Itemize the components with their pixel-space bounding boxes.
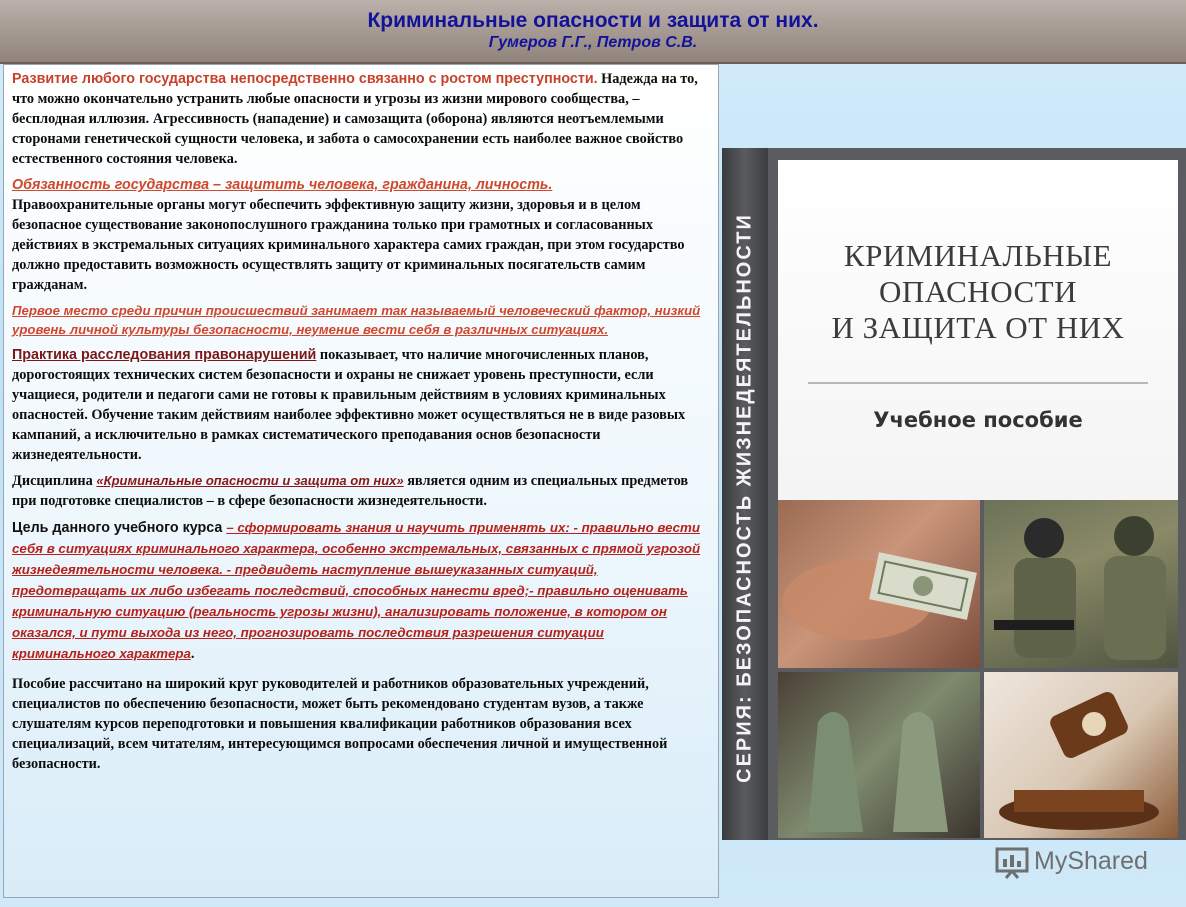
money-hand-photo — [778, 500, 980, 668]
special-forces-photo — [984, 500, 1178, 668]
myshared-logo-icon — [994, 843, 1030, 879]
dirty-hands-photo — [778, 672, 980, 838]
paragraph-5-lead: Дисциплина — [12, 473, 97, 489]
paragraph-3: Первое место среди причин происшествий занимает так называемый человеческий фактор, низкий уровень личной культуры безопасности, неумение вести себя в различных ситуациях. — [12, 303, 701, 337]
book-title-line-1: КРИМИНАЛЬНЫЕ — [843, 238, 1113, 273]
hands-illustration — [778, 672, 980, 838]
paragraph-1-lead: Развитие любого государства непосредственно связанно с ростом преступности. — [12, 71, 598, 87]
gavel-photo — [984, 672, 1178, 838]
goal-text: – сформировать знания и научить применять их: - правильно вести себя в ситуациях криминального характера, особенно экстремальных, связанных с прямой угрозой жизнедеятельности человека. - предвидеть наступление вышеуказанных ситуаций, предотвращать их либо избегать последствий, способных нанести вред;- правильно оценивать криминальную ситуацию (реальность угрозы жизни), анализировать положение, в котором он оказался, и пути выхода из него, прогнозировать последствия разрешения ситуации криминального характера — [12, 520, 701, 661]
slide-authors: Гумеров Г.Г., Петров С.В. — [488, 34, 698, 51]
paragraph-2-body: Правоохранительные органы могут обеспечить эффективную защиту жизни, здоровья и в целом безопасное существование законопослушного гражданина только при грамотных и согласованных действиях в экстремальных ситуациях криминального характера самих граждан, при этом государство должно предоставить возможность осуществлять защиту от криминальных посягательств самим гражданам. — [12, 197, 685, 293]
course-name: «Криминальные опасности и защита от них» — [96, 473, 404, 488]
gavel-illustration — [984, 672, 1178, 838]
paragraph-1 — [12, 69, 710, 169]
book-title-rule — [808, 382, 1148, 384]
paragraph-5-body: является одним из специальных предметов при подготовке специалистов – в сфере безопасности жизнедеятельности. — [12, 473, 689, 509]
book-cover-top — [778, 160, 1178, 500]
paragraph-2 — [12, 175, 710, 295]
book-title-line-2: ОПАСНОСТИ — [879, 274, 1077, 309]
paragraph-1-body: Надежда на то, что можно окончательно устранить любые опасности и угрозы из жизни мирового сообщества, – бесплодная иллюзия. Агрессивность (нападение) и самозащита (оборона) являются неотъемлемыми сторонами генетической сущности человека, и забота о самосохранении есть наиболее важное свойство естественного состояния человека. — [12, 71, 698, 167]
book-cover-image — [722, 140, 1186, 840]
paragraph-4-body: показывает, что наличие многочисленных планов, дорогостоящих технических систем безопасности и охраны не снижает уровень преступности, если учащиеся, родители и педагоги сами не готовы к правильным действиям в условиях криминальных опасностей. Обучение таким действиям наиболее эффективно может осуществляться не в виде разовых кампаний, а исключительно в рамках систематического преподавания основ безопасности жизнедеятельности. — [12, 347, 686, 463]
slide-header — [0, 0, 1186, 64]
slide-title: Криминальные опасности и защита от них. — [367, 9, 819, 32]
goal-end: . — [190, 646, 195, 662]
book-spine — [722, 148, 768, 840]
myshared-logo — [994, 843, 1154, 881]
book-title — [778, 238, 1178, 346]
paragraph-6 — [12, 517, 710, 664]
paragraph-4 — [12, 345, 710, 465]
book-cover — [768, 148, 1186, 840]
paragraph-2-lead: Обязанность государства – защитить человека, гражданина, личность. — [12, 177, 553, 193]
cover-photo-collage — [778, 500, 1178, 838]
paragraph-5 — [12, 471, 710, 511]
soldiers-illustration — [984, 500, 1178, 668]
paragraph-4-lead: Практика расследования правонарушений — [12, 347, 317, 363]
myshared-logo-text: MyShared — [1034, 847, 1148, 875]
paragraph-7: Пособие рассчитано на широкий круг руководителей и работников образовательных учреждений, специалистов по обеспечению безопасности, может быть рекомендовано студентам вузов, а также слушателям курсов переподготовки и повышения квалификации работников образования всех специализаций, всем читателям, интересующимся вопросами обеспечения личной и имущественной безопасности. — [12, 676, 668, 772]
goal-label: Цель данного учебного курса — [12, 520, 227, 536]
book-subtitle: Учебное пособие — [873, 408, 1083, 432]
book-title-line-3: И ЗАЩИТА ОТ НИХ — [831, 310, 1125, 345]
text-panel — [3, 64, 719, 898]
book-spine-text: СЕРИЯ: БЕЗОПАСНОСТЬ ЖИЗНЕДЕЯТЕЛЬНОСТИ — [733, 213, 756, 783]
money-hand-illustration — [778, 500, 980, 668]
